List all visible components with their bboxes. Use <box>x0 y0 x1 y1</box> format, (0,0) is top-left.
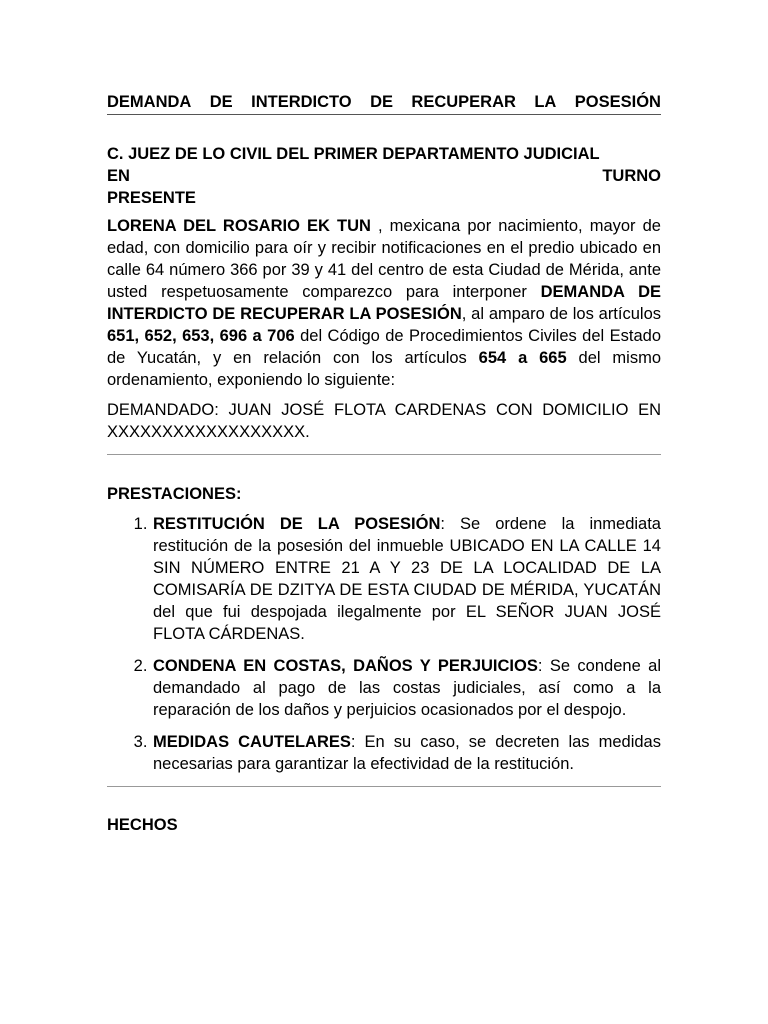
item-label: MEDIDAS CAUTELARES <box>153 733 351 751</box>
plaintiff-name: LORENA DEL ROSARIO EK TUN <box>107 217 371 235</box>
intro-text-3: del Código de Procedimientos Civiles del Estado de Yucatán, y en relación con los artículos <box>107 327 661 367</box>
intro-paragraph <box>107 215 661 391</box>
addressee-block <box>107 143 661 209</box>
addressee-line-2 <box>107 165 661 187</box>
intro-articles-2: 654 a 665 <box>478 349 567 367</box>
demandado-paragraph: DEMANDADO: JUAN JOSÉ FLOTA CARDENAS CON DOMICILIO EN XXXXXXXXXXXXXXXXXX. <box>107 401 661 441</box>
item-text: : Se ordene la inmediata restitución de la posesión del inmueble UBICADO EN LA CALLE 14 SIN NÚMERO ENTRE 21 A Y 23 DE LA LOCALIDAD DE LA COMISARÍA DE DZITYA DE ESTA CIUDAD DE MÉRIDA, YUCATÁN del que fui despojada ilegalmente por EL SEÑOR JUAN JOSÉ FLOTA CÁRDENAS. <box>153 515 661 643</box>
list-item <box>152 731 661 775</box>
title-word: POSESIÓN <box>574 93 661 111</box>
intro-text-1: , mexicana por nacimiento, mayor de edad, con domicilio para oír y recibir notificaciones en el predio ubicado en calle 64 número 366 por 39 y 41 del centro de esta Ciudad de Mérida, ante usted respetuosamente comparezco para interponer <box>107 217 661 301</box>
item-label: CONDENA EN COSTAS, DAÑOS Y PERJUICIOS <box>153 657 538 675</box>
intro-text-4: del mismo ordenamiento, exponiendo lo siguiente: <box>107 349 661 389</box>
addressee-line-2-left: EN <box>107 167 130 185</box>
title-word: RECUPERAR <box>411 93 516 111</box>
document-title <box>107 91 661 115</box>
horizontal-divider <box>107 454 661 455</box>
addressee-line-3: PRESENTE <box>107 189 196 207</box>
prestaciones-heading: PRESTACIONES: <box>107 485 242 503</box>
title-word: DE <box>209 93 233 111</box>
hechos-heading: HECHOS <box>107 816 178 834</box>
list-item <box>152 513 661 645</box>
intro-text-2: , al amparo de los artículos <box>461 305 661 323</box>
item-text: : Se condene al demandado al pago de las costas judiciales, así como a la reparación de los daños y perjuicios ocasionados por el despojo. <box>153 657 661 719</box>
item-label: RESTITUCIÓN DE LA POSESIÓN <box>153 515 441 533</box>
prestaciones-list <box>107 513 661 775</box>
title-word: DE <box>370 93 393 111</box>
document-page <box>107 91 661 836</box>
title-word: DEMANDA <box>107 93 192 111</box>
item-text: : En su caso, se decreten las medidas necesarias para garantizar la efectividad de la restitución. <box>153 733 661 773</box>
horizontal-divider <box>107 786 661 787</box>
title-word: LA <box>534 93 557 111</box>
addressee-line-2-right: TURNO <box>602 167 661 185</box>
intro-articles-1: 651, 652, 653, 696 a 706 <box>107 327 295 345</box>
title-word: INTERDICTO <box>251 93 352 111</box>
intro-action: DEMANDA DE INTERDICTO DE RECUPERAR LA POSESIÓN <box>107 283 661 323</box>
list-item <box>152 655 661 721</box>
addressee-line-1: C. JUEZ DE LO CIVIL DEL PRIMER DEPARTAMENTO JUDICIAL <box>107 145 600 163</box>
